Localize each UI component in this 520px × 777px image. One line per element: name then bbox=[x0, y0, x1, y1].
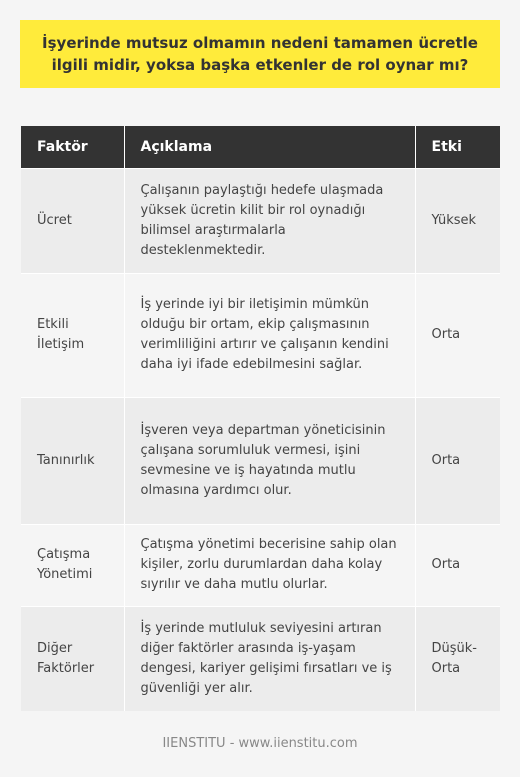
description-cell: İş yerinde mutluluk seviyesini artıran diğer faktörler arasında iş-yaşam dengesi, kariyer gelişimi fırsatları ve iş güvenliği yer alır. bbox=[124, 606, 415, 711]
description-cell: İş yerinde iyi bir iletişimin mümkün olduğu bir ortam, ekip çalışmasının verimliliğini artırır ve çalışanın kendini daha iyi ifade edebilmesini sağlar. bbox=[124, 273, 415, 397]
factors-table bbox=[21, 126, 500, 711]
description-cell: Çalışanın paylaştığı hedefe ulaşmada yüksek ücretin kilit bir rol oynadığı bilimsel araştırmalarla desteklenmektedir. bbox=[124, 168, 415, 273]
table-row bbox=[21, 273, 500, 397]
page-title: İşyerinde mutsuz olmamın nedeni tamamen ücretle ilgili midir, yoksa başka etkenler de rol oynar mı? bbox=[42, 34, 478, 74]
table-header-row bbox=[21, 126, 500, 168]
factor-cell: Çatışma Yönetimi bbox=[21, 524, 124, 606]
table-row bbox=[21, 168, 500, 273]
factor-cell: Etkili İletişim bbox=[21, 273, 124, 397]
header-description: Açıklama bbox=[124, 126, 415, 168]
description-cell: Çatışma yönetimi becerisine sahip olan kişiler, zorlu durumlardan daha kolay sıyrılır ve daha mutlu olurlar. bbox=[124, 524, 415, 606]
header-factor: Faktör bbox=[21, 126, 124, 168]
factor-cell: Ücret bbox=[21, 168, 124, 273]
title-banner bbox=[20, 20, 500, 88]
table-row bbox=[21, 397, 500, 524]
impact-cell: Yüksek bbox=[415, 168, 500, 273]
table-row bbox=[21, 606, 500, 711]
factor-cell: Tanınırlık bbox=[21, 397, 124, 524]
description-cell: İşveren veya departman yöneticisinin çalışana sorumluluk vermesi, işini sevmesine ve iş hayatında mutlu olmasına yardımcı olur. bbox=[124, 397, 415, 524]
impact-cell: Orta bbox=[415, 524, 500, 606]
table-row bbox=[21, 524, 500, 606]
footer-credit: IIENSTITU - www.iienstitu.com bbox=[162, 736, 358, 751]
impact-cell: Orta bbox=[415, 273, 500, 397]
impact-cell: Orta bbox=[415, 397, 500, 524]
header-impact: Etki bbox=[415, 126, 500, 168]
impact-cell: Düşük-Orta bbox=[415, 606, 500, 711]
factor-cell: Diğer Faktörler bbox=[21, 606, 124, 711]
